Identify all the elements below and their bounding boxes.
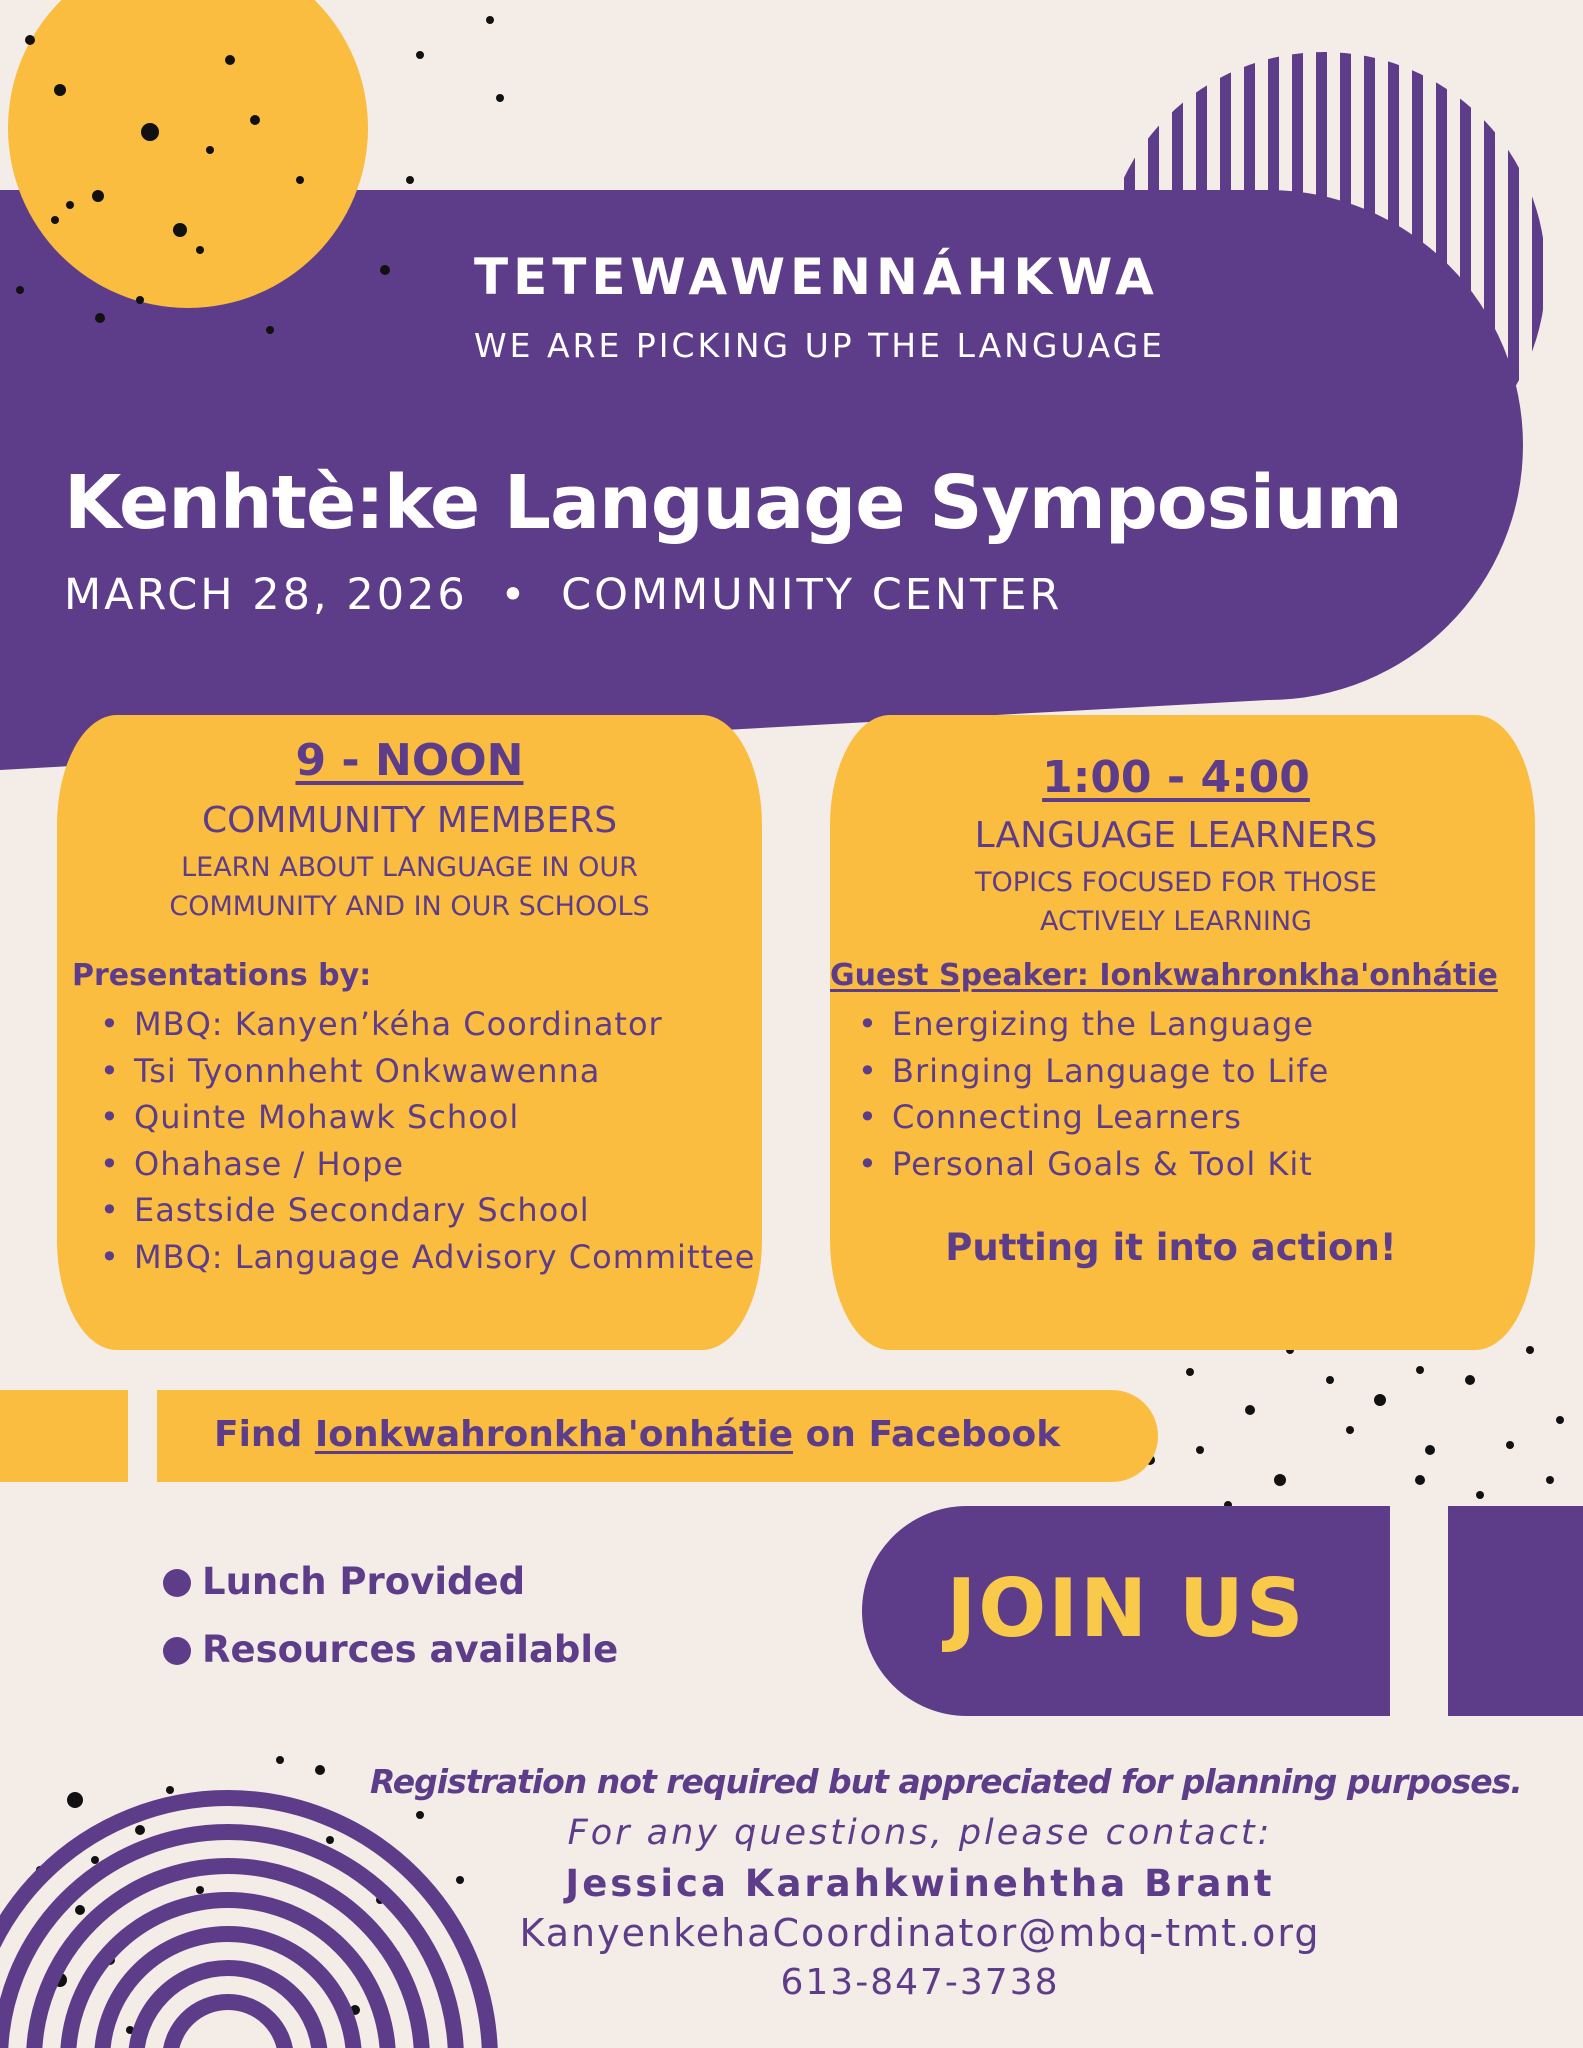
speckle-dot <box>1476 1491 1484 1499</box>
speckle-dot <box>141 123 159 141</box>
speckle-dot <box>225 55 235 65</box>
list-item: • Bringing Language to Life <box>858 1048 1329 1095</box>
facebook-band-left-block <box>0 1390 128 1482</box>
speckle-dot <box>406 176 414 184</box>
afternoon-description-line: TOPICS FOCUSED FOR THOSE <box>975 867 1377 898</box>
page-title: Kenhtè:ke Language Symposium <box>64 460 1402 546</box>
list-item: • Ohahase / Hope <box>100 1141 755 1188</box>
morning-audience: COMMUNITY MEMBERS <box>201 800 618 841</box>
event-dateline <box>64 570 1062 620</box>
speckle-dot <box>266 326 274 334</box>
list-item: • MBQ: Language Advisory Committee <box>100 1234 755 1281</box>
list-item: • Tsi Tyonnheht Onkwawenna <box>100 1048 755 1095</box>
contact-name: Jessica Karahkwinehtha Brant <box>565 1862 1275 1905</box>
contact-prompt: For any questions, please contact: <box>567 1813 1273 1853</box>
speckle-dot <box>25 35 35 45</box>
speckle-dot <box>1374 1394 1386 1406</box>
list-item: • MBQ: Kanyen’kéha Coordinator <box>100 1001 755 1048</box>
speckle-dot <box>250 115 260 125</box>
list-item: • Connecting Learners <box>858 1094 1329 1141</box>
speckle-dot <box>1346 1426 1354 1434</box>
perk-bullet-icon <box>163 1569 191 1597</box>
speckle-dot <box>92 190 104 202</box>
join-us-right-block <box>1448 1506 1583 1716</box>
perk-resources: Resources available <box>202 1628 619 1671</box>
speckle-dot <box>16 286 24 294</box>
action-tagline: Putting it into action! <box>945 1226 1397 1269</box>
brand-name: TETEWAWENNÁHKWA <box>474 248 1159 306</box>
morning-description-line: COMMUNITY AND IN OUR SCHOOLS <box>169 891 650 922</box>
list-item: • Energizing the Language <box>858 1001 1329 1048</box>
facebook-prefix: Find <box>214 1414 303 1455</box>
facebook-suffix: on Facebook <box>805 1414 1061 1455</box>
speckle-dot <box>196 246 204 254</box>
morning-time: 9 - NOON <box>295 735 524 786</box>
speckle-dot <box>1506 1441 1514 1449</box>
speckle-dot <box>1245 1405 1255 1415</box>
afternoon-description-line: ACTIVELY LEARNING <box>1040 906 1312 937</box>
speckle-dot <box>95 313 105 323</box>
list-item: • Eastside Secondary School <box>100 1187 755 1234</box>
speckle-dot <box>67 1792 83 1808</box>
join-us-heading: JOIN US <box>946 1562 1306 1655</box>
separator-dot: • <box>500 570 529 620</box>
speckle-dot <box>1425 1445 1435 1455</box>
speckle-dot <box>380 265 390 275</box>
speckle-dot <box>51 216 59 224</box>
speckle-dot <box>166 1786 174 1794</box>
speckle-dot <box>296 176 304 184</box>
speckle-dot <box>66 201 74 209</box>
tagline: WE ARE PICKING UP THE LANGUAGE <box>474 326 1166 365</box>
speckle-dot <box>416 51 424 59</box>
speckle-dot <box>1556 1416 1564 1424</box>
speckle-dot <box>326 1836 334 1844</box>
afternoon-audience: LANGUAGE LEARNERS <box>974 815 1378 856</box>
speckle-dot <box>315 1765 325 1775</box>
stripe-decoration <box>1556 40 1567 510</box>
contact-email[interactable]: KanyenkehaCoordinator@mbq-tmt.org <box>519 1911 1321 1955</box>
afternoon-topics-list <box>858 1001 1329 1187</box>
speckle-dot <box>1465 1375 1475 1385</box>
list-item: • Personal Goals & Tool Kit <box>858 1141 1329 1188</box>
presentations-label: Presentations by: <box>72 958 372 993</box>
speckle-dot <box>1416 1366 1424 1374</box>
contact-phone[interactable]: 613-847-3738 <box>780 1962 1060 2003</box>
event-date: MARCH 28, 2026 <box>64 570 468 620</box>
list-item: • Quinte Mohawk School <box>100 1094 755 1141</box>
speckle-dot <box>1326 1376 1334 1384</box>
speckle-dot <box>1546 1476 1554 1484</box>
perk-bullet-icon <box>163 1637 191 1665</box>
stripe-decoration <box>1532 40 1543 510</box>
speckle-dot <box>486 16 494 24</box>
facebook-line <box>214 1414 1060 1455</box>
speckle-dot <box>206 146 214 154</box>
registration-note: Registration not required but appreciated for planning purposes. <box>370 1762 1522 1801</box>
guest-speaker-label: Guest Speaker: Ionkwahronkha'onhátie <box>830 958 1498 993</box>
speckle-dot <box>173 223 187 237</box>
speckle-dot <box>1186 1368 1194 1376</box>
event-venue: COMMUNITY CENTER <box>561 570 1063 620</box>
facebook-handle-link[interactable]: Ionkwahronkha'onhátie <box>314 1414 794 1455</box>
speckle-dot <box>1526 1346 1534 1354</box>
afternoon-time: 1:00 - 4:00 <box>1042 752 1310 803</box>
speckle-dot <box>91 1856 99 1864</box>
speckle-dot <box>496 94 504 102</box>
speckle-dot <box>196 1886 204 1894</box>
perk-lunch: Lunch Provided <box>202 1560 526 1603</box>
speckle-dot <box>135 1825 145 1835</box>
presenters-list <box>100 1001 755 1280</box>
speckle-dot <box>276 1756 284 1764</box>
morning-description-line: LEARN ABOUT LANGUAGE IN OUR <box>181 852 638 883</box>
speckle-dot <box>75 1905 85 1915</box>
speckle-dot <box>54 84 66 96</box>
speckle-dot <box>1415 1475 1425 1485</box>
speckle-dot <box>136 296 144 304</box>
speckle-dot <box>1274 1474 1286 1486</box>
speckle-dot <box>1196 1446 1204 1454</box>
